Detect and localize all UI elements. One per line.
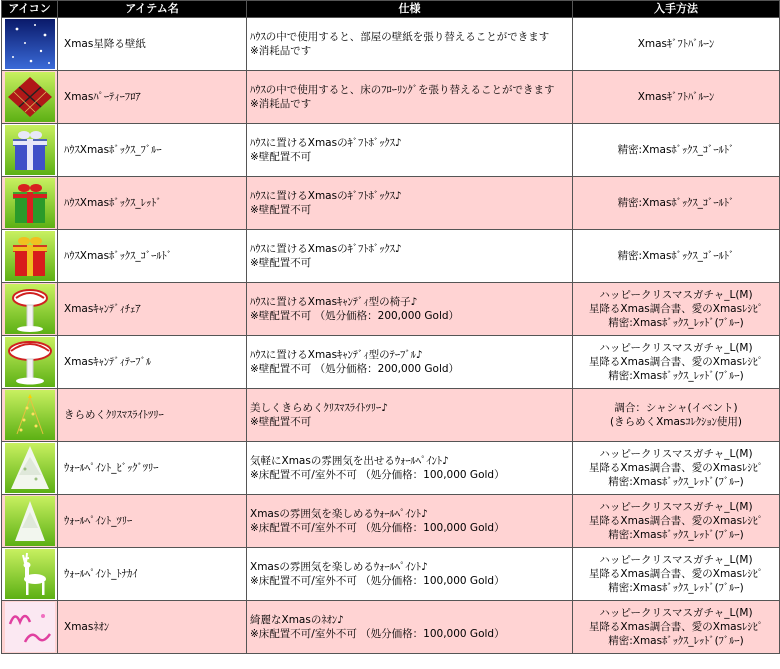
gift-box-gold-icon [5, 231, 55, 281]
acquisition-line: Xmasｷﾞﾌﾄﾊﾞﾙｰﾝ [637, 91, 715, 103]
item-icon-cell [2, 442, 58, 495]
item-name: ｳｫｰﾙﾍﾟｲﾝﾄ_ﾄﾅｶｲ [58, 548, 247, 601]
table-row [2, 18, 780, 71]
spec-line: ※床配置不可/室外不可 （処分価格：100,000 Gold） [250, 522, 505, 534]
header-icon: アイコン [2, 1, 58, 18]
item-name: Xmasｷｬﾝﾃﾞｨﾁｪｱ [58, 283, 247, 336]
acquisition-line: 調合：シャシャ(イベント) [614, 402, 738, 414]
table-row [2, 177, 780, 230]
item-acquisition [573, 71, 780, 124]
spec-line: ※床配置不可/室外不可 （処分価格：100,000 Gold） [250, 575, 505, 587]
item-acquisition [573, 601, 780, 654]
item-spec [247, 548, 573, 601]
table-row [2, 389, 780, 442]
item-icon-cell [2, 283, 58, 336]
spec-line: ※壁配置不可 （処分価格：200,000 Gold） [250, 363, 460, 375]
acquisition-line: 精密:Xmasﾎﾞｯｸｽ_ﾚｯﾄﾞ(ﾌﾞﾙｰ) [608, 529, 744, 541]
acquisition-line: (きらめくXmasｺﾚｸｼｮﾝ使用) [609, 416, 743, 428]
candy-table-icon [5, 337, 55, 387]
item-name: Xmas星降る壁紙 [58, 18, 247, 71]
item-name: ﾊｳｽXmasﾎﾞｯｸｽ_ｺﾞｰﾙﾄﾞ [58, 230, 247, 283]
acquisition-line: 星降るXmas調合書、愛のXmasﾚｼﾋﾟ [588, 515, 764, 527]
spec-line: ﾊｳｽの中で使用すると、床のﾌﾛｰﾘﾝｸﾞを張り替えることができます [250, 84, 555, 96]
party-floor-icon [5, 72, 55, 122]
spec-line: ※壁配置不可 （処分価格：200,000 Gold） [250, 310, 460, 322]
spec-line: ﾊｳｽに置けるXmasのｷﾞﾌﾄﾎﾞｯｸｽ♪ [250, 190, 402, 202]
item-acquisition [573, 495, 780, 548]
table-row [2, 442, 780, 495]
spec-line: ※壁配置不可 [250, 204, 312, 216]
acquisition-line: ハッピークリスマスガチャ_L(M) [599, 448, 753, 460]
item-acquisition [573, 283, 780, 336]
wall-paint-big-tree-icon [5, 443, 55, 493]
acquisition-line: 星降るXmas調合書、愛のXmasﾚｼﾋﾟ [588, 356, 764, 368]
item-spec [247, 71, 573, 124]
item-spec [247, 177, 573, 230]
table-row [2, 495, 780, 548]
spec-line: 綺麗なXmasのﾈｵﾝ♪ [250, 614, 344, 626]
acquisition-line: 精密:Xmasﾎﾞｯｸｽ_ｺﾞｰﾙﾄﾞ [617, 250, 735, 262]
acquisition-line: ハッピークリスマスガチャ_L(M) [599, 607, 753, 619]
acquisition-line: 精密:Xmasﾎﾞｯｸｽ_ﾚｯﾄﾞ(ﾌﾞﾙｰ) [608, 635, 744, 647]
spec-line: ※床配置不可/室外不可 （処分価格：100,000 Gold） [250, 469, 505, 481]
acquisition-line: 星降るXmas調合書、愛のXmasﾚｼﾋﾟ [588, 568, 764, 580]
acquisition-line: ハッピークリスマスガチャ_L(M) [599, 501, 753, 513]
spec-line: ※壁配置不可 [250, 257, 312, 269]
item-spec [247, 389, 573, 442]
spec-line: ﾊｳｽに置けるXmasのｷﾞﾌﾄﾎﾞｯｸｽ♪ [250, 137, 402, 149]
header-spec: 仕様 [247, 1, 573, 18]
acquisition-line: 精密:Xmasﾎﾞｯｸｽ_ﾚｯﾄﾞ(ﾌﾞﾙｰ) [608, 476, 744, 488]
header-name: アイテム名 [58, 1, 247, 18]
spec-line: Xmasの雰囲気を楽しめるｳｫｰﾙﾍﾟｲﾝﾄ♪ [250, 561, 428, 573]
acquisition-line: 精密:Xmasﾎﾞｯｸｽ_ﾚｯﾄﾞ(ﾌﾞﾙｰ) [608, 317, 744, 329]
light-tree-icon [5, 390, 55, 440]
table-row [2, 283, 780, 336]
item-acquisition [573, 230, 780, 283]
item-icon-cell [2, 18, 58, 71]
item-icon-cell [2, 336, 58, 389]
spec-line: ※床配置不可/室外不可 （処分価格：100,000 Gold） [250, 628, 505, 640]
item-icon-cell [2, 71, 58, 124]
item-spec [247, 336, 573, 389]
spec-line: ※壁配置不可 [250, 416, 312, 428]
item-acquisition [573, 177, 780, 230]
item-icon-cell [2, 601, 58, 654]
wall-paint-reindeer-icon [5, 549, 55, 599]
spec-line: ※壁配置不可 [250, 151, 312, 163]
wall-paint-tree-icon [5, 496, 55, 546]
starry-wallpaper-icon [5, 19, 55, 69]
item-acquisition [573, 389, 780, 442]
item-spec [247, 495, 573, 548]
acquisition-line: 星降るXmas調合書、愛のXmasﾚｼﾋﾟ [588, 462, 764, 474]
spec-line: ﾊｳｽに置けるXmasｷｬﾝﾃﾞｨ型の椅子♪ [250, 296, 418, 308]
item-name: Xmasｷｬﾝﾃﾞｨﾃｰﾌﾞﾙ [58, 336, 247, 389]
item-icon-cell [2, 177, 58, 230]
spec-line: ﾊｳｽに置けるXmasのｷﾞﾌﾄﾎﾞｯｸｽ♪ [250, 243, 402, 255]
item-name: ﾊｳｽXmasﾎﾞｯｸｽ_ﾚｯﾄﾞ [58, 177, 247, 230]
spec-line: Xmasの雰囲気を楽しめるｳｫｰﾙﾍﾟｲﾝﾄ♪ [250, 508, 428, 520]
item-name: きらめくｸﾘｽﾏｽﾗｲﾄﾂﾘｰ [58, 389, 247, 442]
spec-line: 美しくきらめくｸﾘｽﾏｽﾗｲﾄﾂﾘｰ♪ [250, 402, 388, 414]
item-acquisition [573, 18, 780, 71]
item-acquisition [573, 548, 780, 601]
item-name: Xmasﾈｵﾝ [58, 601, 247, 654]
item-icon-cell [2, 495, 58, 548]
item-spec [247, 601, 573, 654]
gift-box-red-icon [5, 178, 55, 228]
item-spec [247, 283, 573, 336]
item-icon-cell [2, 548, 58, 601]
spec-line: ※消耗品です [250, 98, 312, 110]
item-spec [247, 230, 573, 283]
table-row [2, 336, 780, 389]
item-spec [247, 442, 573, 495]
acquisition-line: 星降るXmas調合書、愛のXmasﾚｼﾋﾟ [588, 303, 764, 315]
spec-line: ﾊｳｽに置けるXmasｷｬﾝﾃﾞｨ型のﾃｰﾌﾞﾙ♪ [250, 349, 423, 361]
candy-chair-icon [5, 284, 55, 334]
item-acquisition [573, 124, 780, 177]
acquisition-line: ハッピークリスマスガチャ_L(M) [599, 289, 753, 301]
neon-sign-icon [5, 602, 55, 652]
item-spec [247, 124, 573, 177]
spec-line: 気軽にXmasの雰囲気を出せるｳｫｰﾙﾍﾟｲﾝﾄ♪ [250, 455, 449, 467]
item-acquisition [573, 336, 780, 389]
header-acquisition: 入手方法 [573, 1, 780, 18]
acquisition-line: 星降るXmas調合書、愛のXmasﾚｼﾋﾟ [588, 621, 764, 633]
item-spec [247, 18, 573, 71]
item-name: ｳｫｰﾙﾍﾟｲﾝﾄ_ﾋﾞｯｸﾞﾂﾘｰ [58, 442, 247, 495]
item-table [1, 0, 780, 654]
item-name: ﾊｳｽXmasﾎﾞｯｸｽ_ﾌﾞﾙｰ [58, 124, 247, 177]
gift-box-blue-icon [5, 125, 55, 175]
table-row [2, 230, 780, 283]
spec-line: ﾊｳｽの中で使用すると、部屋の壁紙を張り替えることができます [250, 31, 550, 43]
acquisition-line: 精密:Xmasﾎﾞｯｸｽ_ｺﾞｰﾙﾄﾞ [617, 144, 735, 156]
table-row [2, 71, 780, 124]
acquisition-line: 精密:Xmasﾎﾞｯｸｽ_ﾚｯﾄﾞ(ﾌﾞﾙｰ) [608, 582, 744, 594]
item-icon-cell [2, 124, 58, 177]
table-row [2, 124, 780, 177]
item-name: ｳｫｰﾙﾍﾟｲﾝﾄ_ﾂﾘｰ [58, 495, 247, 548]
item-acquisition [573, 442, 780, 495]
header-row [2, 1, 780, 18]
acquisition-line: 精密:Xmasﾎﾞｯｸｽ_ﾚｯﾄﾞ(ﾌﾞﾙｰ) [608, 370, 744, 382]
acquisition-line: ハッピークリスマスガチャ_L(M) [599, 342, 753, 354]
item-icon-cell [2, 230, 58, 283]
table-row [2, 601, 780, 654]
acquisition-line: ハッピークリスマスガチャ_L(M) [599, 554, 753, 566]
item-icon-cell [2, 389, 58, 442]
acquisition-line: Xmasｷﾞﾌﾄﾊﾞﾙｰﾝ [637, 38, 715, 50]
item-name: Xmasﾊﾟｰﾃｨｰﾌﾛｱ [58, 71, 247, 124]
acquisition-line: 精密:Xmasﾎﾞｯｸｽ_ｺﾞｰﾙﾄﾞ [617, 197, 735, 209]
table-row [2, 548, 780, 601]
spec-line: ※消耗品です [250, 45, 312, 57]
